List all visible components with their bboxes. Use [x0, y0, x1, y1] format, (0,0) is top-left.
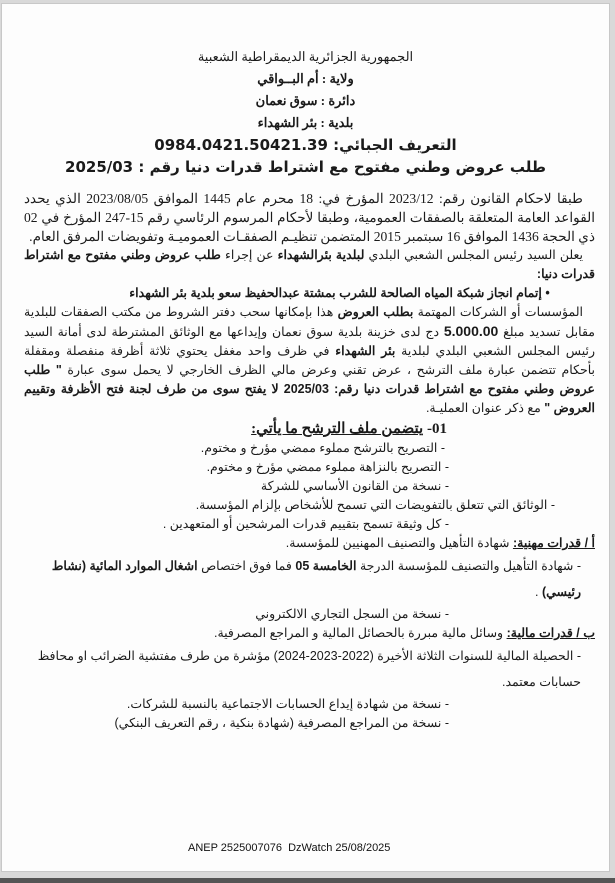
list-item: - نسخة من شهادة إيداع الحسابات الاجتماعية بالنسبة للشركات.	[126, 697, 449, 711]
envelope-label: " طلب عروض وطني مفتوح مع اشتراط قدرات دنيا رقم: 2025/03 لا يفتح سوى من طرف لجنة فتح الأظرفة وتقييم العروض "	[24, 363, 595, 415]
professional-label: أ / قدرات مهنية:	[512, 536, 595, 550]
fee-amount: 5.000.00	[443, 323, 499, 339]
wilaya-line: ولاية : أم البــواقي	[257, 71, 354, 86]
list-item	[24, 553, 595, 605]
professional-text: شهادة التأهيل والتصنيف المهنيين للمؤسسة.	[285, 536, 513, 550]
list-item: - كل وثيقة تسمح بتقييم قدرات المرشحين أو المتعهدين .	[162, 517, 449, 531]
legal-basis-paragraph: طبقا لاحكام القانون رقم: 2023/12 المؤرخ في: 18 محرم عام 1445 الموافق 2023/08/05 الذي يحدد القواعد العامة المتعلقة بالصفقات العمومية، وطبقا لأحكام المرسوم الرئاسي رقم 15-247 المؤرخ في 02 ذي الحجة 1436 الموافق 16 سبتمبر 2015 المتضمن تنظيـم الصفقـات العموميـة وتفويضات المرفق العام.	[24, 191, 595, 244]
list-item: - نسخة من القانون الأساسي للشركة	[260, 479, 449, 493]
financial-label: ب / قدرات مالية:	[506, 626, 595, 640]
notice-header	[2, 46, 609, 178]
financial-text: وسائل مالية مبررة بالحصائل المالية و المراجع المصرفية.	[213, 626, 507, 640]
list-item: - الوثائق التي تتعلق بالتفويضات التي تسمح للأشخاص بإلزام المؤسسة.	[195, 498, 555, 512]
professional-capacity	[24, 534, 595, 553]
list-item: - التصريح بالنزاهة مملوء ممضي مؤرخ و مختوم.	[206, 460, 449, 474]
tender-type: طلب عروض وطني مفتوح مع اشتراط قدرات دنيا:	[24, 248, 595, 281]
text: هذا بإمكانها سحب دفتر الشروط من مكتب الصفقات للبلدية مقابل تسديد مبلغ	[24, 305, 595, 339]
announce-text: يعلن السيد رئيس المجلس الشعبي البلدي	[364, 248, 583, 262]
tax-id-value: 0984.0421.50421.39	[154, 136, 328, 154]
section-number: 01-	[423, 421, 447, 437]
notice-title: طلب عروض وطني مفتوح مع اشتراط قدرات دنيا رقم : 2025/03	[65, 158, 546, 176]
submission-paragraph	[24, 303, 595, 418]
daira-line: دائرة : سوق نعمان	[255, 93, 356, 108]
financial-capacity	[24, 624, 595, 643]
text: مع ذكر عنوان العمليـة.	[425, 401, 545, 415]
announcement-paragraph	[24, 246, 595, 284]
announce-text-2: عن إجراء	[220, 248, 278, 262]
text: - شهادة التأهيل والتصنيف للمؤسسة الدرجة	[356, 559, 581, 573]
list-item: - الحصيلة المالية للسنوات الثلاثة الأخيرة (2022-2023-2024) مؤشرة من طرف مفتشية الضرائب او محافظ حسابات معتمد.	[37, 649, 581, 689]
document-page	[1, 3, 610, 872]
commune-name: بئر الشهداء	[335, 344, 396, 358]
project-title: • إتمام انجاز شبكة المياه الصالحة للشرب بمشتة عبدالحفيظ سعو بلدية بئر الشهداء	[129, 286, 550, 300]
notice-body	[24, 189, 595, 733]
republic-line: الجمهورية الجزائرية الديمقراطية الشعبية	[197, 49, 414, 64]
list-item: - نسخة من المراجع المصرفية (شهادة بنكية ، رقم التعريف البنكي)	[114, 716, 449, 730]
publication-reference: ANEP 2525007076 DzWatch 25/08/2025	[188, 842, 391, 854]
text: المؤسسات أو الشركات المهتمة	[413, 305, 583, 319]
section-title: يتضمن ملف الترشح ما يأتي:	[251, 421, 424, 437]
commune-name: لبلدية بئرالشهداء	[277, 248, 365, 262]
list-item: - نسخة من السجل التجاري الالكتروني	[255, 607, 449, 621]
grade: الخامسة 05	[295, 559, 357, 573]
window-bottom-edge	[0, 878, 615, 883]
tender-ref: بطلب العروض	[337, 305, 414, 319]
commune-line: بلدية : بئر الشهداء	[257, 115, 354, 130]
text: .	[535, 585, 542, 599]
specialty: اشغال الموارد المائية (نشاط رئيسي)	[51, 559, 581, 599]
text: فما فوق اختصاص	[197, 559, 296, 573]
section-01-heading	[24, 420, 595, 439]
text: في ظرف واحد مغفل يحتوي ثلاثة أظرفة منفصلة ومقفلة بأحكام تتضمن عبارة ملف الترشح ، عرض تقني وعرض مالي الظرف الخارجي لا يحمل سوى عبارة	[24, 344, 595, 377]
tax-id-label: التعريف الجبائي:	[327, 136, 457, 154]
tax-id-line	[2, 134, 609, 156]
list-item: - التصريح بالترشح مملوء ممضي مؤرخ و مختوم.	[200, 441, 445, 455]
text: دج لدى خزينة بلدية سوق نعمان وإيداعها مع الوثائق المشترطة لدى أمانة السيد رئيس المجلس الشعبي البلدي لبلدية	[24, 325, 595, 358]
